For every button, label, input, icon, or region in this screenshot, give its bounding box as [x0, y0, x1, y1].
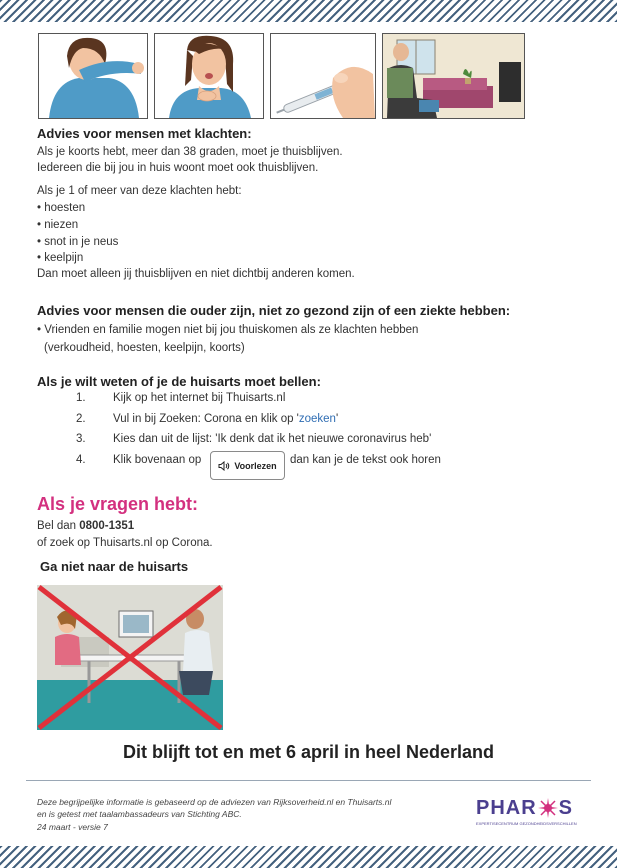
symptoms-intro-text: Als je 1 of meer van deze klachten hebt: [37, 185, 242, 197]
logo-tagline: EXPERTISECENTRUM GEZONDHEIDSVERSCHILLEN [476, 821, 577, 826]
section-heading-complaints: Advies voor mensen met klachten: [37, 126, 252, 141]
logo-star-icon [538, 798, 558, 818]
visitors-advice-text: • Vrienden en familie mogen niet bij jou thuiskomen als ze klachten hebben [37, 324, 419, 336]
phone-number: 0800-1351 [79, 520, 135, 532]
list-item-text-post: ' [335, 413, 339, 425]
footer-divider [26, 780, 591, 781]
logo-text-right: S [558, 797, 574, 819]
call-number-prefix: Bel dan [37, 520, 80, 532]
footer-date-version: 24 maart - versie 7 [37, 822, 108, 832]
bullet-item: • snot in je neus [37, 236, 119, 248]
household-stay-home-text: Iedereen die bij jou in huis woont moet ook thuisblijven. [37, 162, 319, 174]
list-item-text-post: dan kan je de tekst ook horen [290, 454, 441, 466]
pharos-logo [476, 797, 588, 831]
bullet-item: • hoesten [37, 202, 86, 214]
list-number: 4. [76, 454, 86, 466]
call-number-text [37, 518, 134, 535]
section-heading-call-gp: Als je wilt weten of je de huisarts moet bellen: [37, 374, 321, 389]
search-thuisarts-text: of zoek op Thuisarts.nl op Corona. [37, 537, 213, 549]
bullet-item: • niezen [37, 219, 79, 231]
man-at-home-illustration [382, 33, 525, 119]
fever-stay-home-text: Als je koorts hebt, meer dan 38 graden, moet je thuisblijven. [37, 146, 343, 158]
list-number: 3. [76, 433, 86, 445]
voorlezen-button[interactable] [210, 451, 285, 480]
logo-text-left: PHAR [476, 797, 537, 819]
thermometer-illustration [270, 33, 376, 119]
doctor-visit-crossed-illustration [37, 585, 223, 730]
list-item-text [113, 413, 338, 425]
validity-statement: Dit blijft tot en met 6 april in heel Nederland [122, 742, 495, 762]
visitors-advice-symptoms-text: (verkoudheid, hoesten, keelpijn, koorts) [44, 342, 245, 354]
bullet-item: • keelpijn [37, 252, 84, 264]
section-heading-elderly: Advies voor mensen die ouder zijn, niet zo gezond zijn of een ziekte hebben: [37, 303, 511, 318]
sneeze-elbow-illustration [38, 33, 148, 119]
list-item-text: Kijk op het internet bij Thuisarts.nl [113, 392, 286, 404]
questions-heading: Als je vragen hebt: [37, 494, 199, 514]
bottom-stripe-band [0, 846, 617, 868]
speaker-icon [218, 461, 230, 471]
footer-source-text: Deze begrijpelijke informatie is gebaseerd op de adviezen van Rijksoverheid.nl en Thuisarts.nl [37, 797, 392, 807]
list-number: 1. [76, 392, 86, 404]
list-number: 2. [76, 413, 86, 425]
list-item-text-pre: Vul in bij Zoeken: Corona en klik op ' [113, 413, 299, 425]
only-you-stay-home-text: Dan moet alleen jij thuisblijven en niet dichtbij anderen komen. [37, 268, 355, 280]
no-gp-heading: Ga niet naar de huisarts [40, 559, 189, 574]
list-item-text-pre: Klik bovenaan op [113, 454, 202, 466]
list-item-text: Kies dan uit de lijst: 'Ik denk dat ik het nieuwe coronavirus heb' [113, 433, 432, 445]
zoeken-link[interactable]: zoeken [298, 413, 336, 425]
footer-tested-text: en is getest met taalambassadeurs van Stichting ABC. [37, 809, 242, 819]
sore-throat-illustration [154, 33, 264, 119]
top-stripe-band [0, 0, 617, 22]
voorlezen-button-label: Voorlezen [234, 460, 277, 471]
